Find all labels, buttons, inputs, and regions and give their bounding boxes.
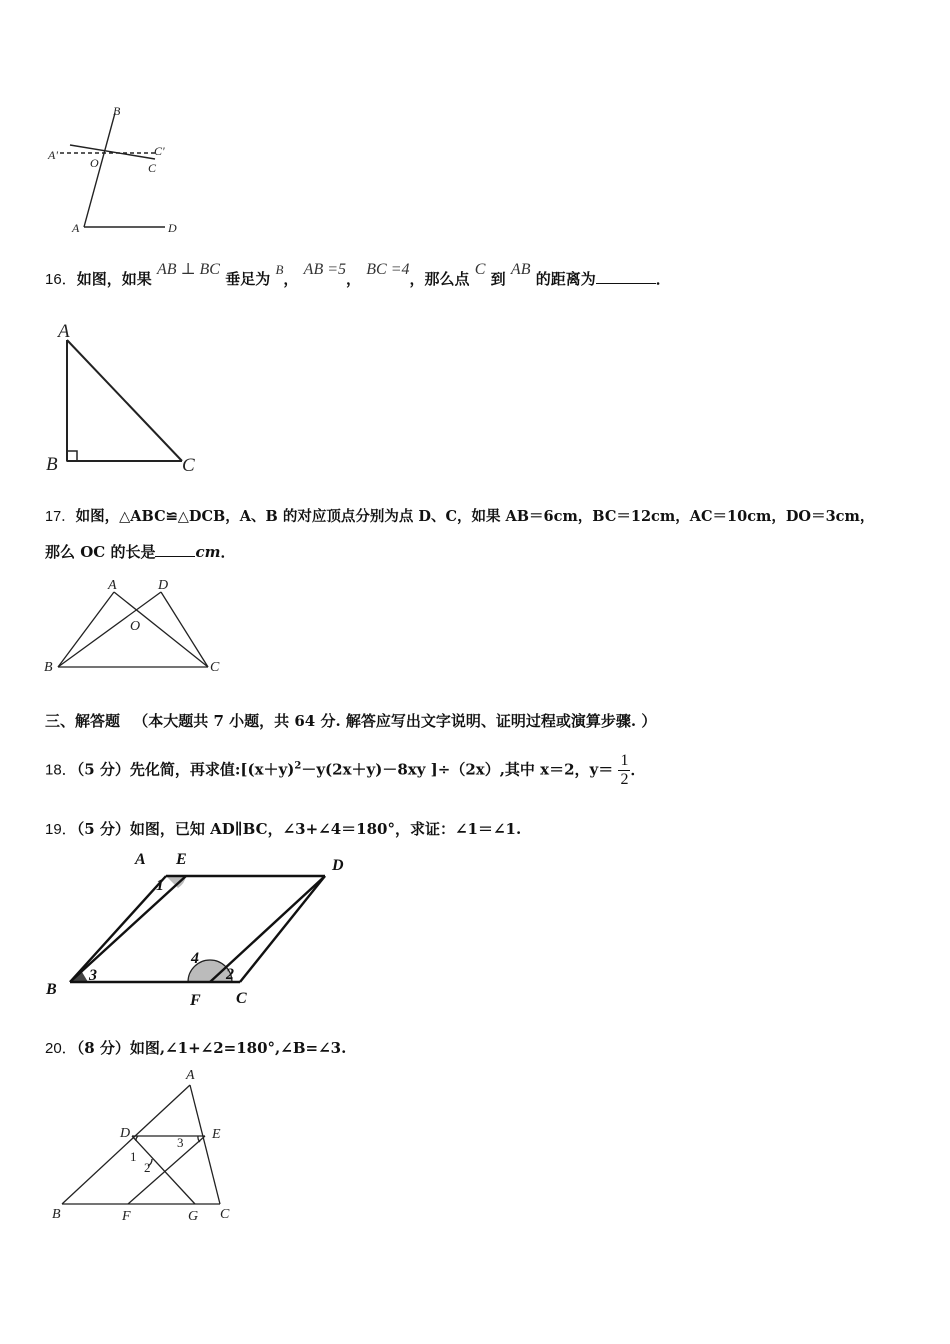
fig17-label-B: B [44, 660, 53, 675]
q17-unit: cm [195, 543, 221, 561]
fig20-DG [132, 1136, 195, 1204]
q16-point-c: C [474, 261, 486, 278]
q18-exponent: 2 [294, 760, 302, 772]
fig20-label-E: E [212, 1127, 221, 1142]
question-16 [45, 261, 671, 289]
q19-text: 如图，已知 AD∥BC，∠3+∠4＝180°，求证：∠1＝∠1. [129, 820, 522, 838]
fig19-label-1: 1 [156, 877, 164, 894]
figure-19 [40, 848, 370, 1013]
fig20-label-F: F [122, 1209, 131, 1224]
q18-points: （5 分） [76, 760, 130, 779]
q16-end: ． [655, 270, 671, 288]
fig17-label-A: A [108, 578, 117, 593]
fig19-label-3: 3 [89, 967, 97, 984]
q20-points: （8 分） [76, 1039, 130, 1057]
fig20-label-1: 1 [130, 1149, 137, 1164]
fig19-DC [240, 876, 325, 982]
fig20-label-D: D [120, 1126, 131, 1141]
fig17-AC [114, 592, 208, 667]
section-3-note: （本大题共 7 小题，共 64 分. 解答应写出文字说明、证明过程或演算步骤. ） [133, 712, 657, 730]
q16-expr-ab: AB =5 [303, 261, 347, 278]
fig17-AB [58, 592, 114, 667]
q16-comma-2: ， [346, 270, 362, 288]
fig16-label-B: B [46, 454, 58, 475]
q17-line-1: 如图，△ABC≌△DCB，A、B 的对应顶点分别为点 D、C，如果 AB＝6cm，BC＝12cm，AC＝10cm，DO＝3cm， [75, 508, 875, 525]
fig19-label-2: 2 [226, 966, 234, 983]
q16-text-3: ，那么点 [409, 270, 470, 288]
section-3-title: 三、解答题 [45, 712, 121, 730]
fig20-arc-1 [136, 1136, 138, 1141]
figure-17 [40, 572, 240, 677]
fig16-label-A: A [58, 321, 70, 342]
q18-text-2: －y(2x＋y)－8xy ]÷（2x）,其中 x＝2，y＝ [301, 760, 614, 779]
q16-expr-perp: AB ⊥ BC [156, 261, 220, 278]
fig19-label-A: A [135, 851, 146, 868]
q16-segment-ab: AB [510, 261, 531, 278]
q16-text-1: 如图，如果 [76, 270, 152, 288]
q19-number: 19． [45, 821, 77, 838]
fig16-label-C: C [182, 455, 195, 476]
fig17-label-C: C [210, 660, 220, 675]
q16-comma-1: ， [283, 270, 299, 288]
question-17 [45, 505, 874, 526]
q16-text-2: 垂足为 [225, 270, 271, 288]
q16-text-4: 到 [490, 270, 506, 288]
q18-frac-num: 1 [620, 752, 629, 769]
q17-line-2-prefix: 那么 OC 的长是 [45, 543, 156, 561]
fig15-label-Aprime: A' [48, 148, 58, 162]
fig15-line-AB [84, 113, 115, 227]
fig17-DC [161, 592, 208, 667]
figure-20 [40, 1063, 250, 1228]
fig19-label-E: E [176, 851, 187, 868]
q16-foot: B [275, 262, 284, 277]
fig15-label-Cprime: C' [154, 144, 165, 158]
fig20-EF [128, 1136, 205, 1204]
q18-fraction [618, 752, 630, 789]
q18-text-1: 先化简，再求值:[(x＋y) [129, 760, 295, 779]
fig19-label-C: C [236, 990, 247, 1007]
q16-expr-bc: BC =4 [366, 261, 410, 278]
fig19-EB [70, 876, 186, 982]
figure-15 [40, 95, 200, 240]
question-17-line-2 [45, 541, 235, 562]
fig20-label-A: A [186, 1068, 195, 1083]
fig15-label-A: A [72, 221, 80, 235]
fig17-label-D: D [158, 578, 169, 593]
q20-number: 20． [45, 1040, 77, 1057]
fig20-label-C: C [220, 1207, 230, 1222]
q16-number: 16． [45, 271, 77, 288]
q17-answer-blank[interactable] [155, 542, 195, 557]
fig20-label-3: 3 [177, 1135, 184, 1150]
q18-end: ． [630, 760, 646, 779]
question-18 [45, 752, 646, 789]
figure-16 [40, 318, 210, 478]
fig20-AB [62, 1085, 190, 1204]
q18-number: 18． [45, 761, 77, 779]
fig15-label-C: C [148, 161, 157, 175]
fig19-label-D: D [332, 857, 344, 874]
fig17-label-O: O [130, 619, 141, 634]
fig20-label-B: B [52, 1207, 61, 1222]
q19-points: （5 分） [76, 820, 130, 838]
section-3-header [45, 710, 656, 731]
fig20-label-2: 2 [144, 1160, 151, 1175]
fig15-line-OC [70, 145, 155, 159]
fig19-label-4: 4 [191, 950, 199, 967]
q16-answer-blank[interactable] [596, 269, 656, 284]
fig17-DB [58, 592, 161, 667]
q20-text: 如图,∠1+∠2=180°,∠B=∠3. [129, 1039, 347, 1057]
fig20-arc-3 [198, 1136, 200, 1142]
fig19-label-F: F [190, 992, 201, 1009]
q17-end: ． [220, 543, 236, 561]
fig15-label-O: O [90, 156, 99, 170]
q18-frac-den: 2 [620, 771, 629, 788]
fig15-label-B: B [113, 104, 121, 118]
fig19-AB [70, 876, 166, 982]
question-19 [45, 818, 521, 839]
fig16-side-AC [67, 340, 182, 461]
fig15-label-D: D [168, 221, 177, 235]
question-20 [45, 1037, 346, 1058]
q17-number: 17． [45, 509, 76, 525]
fig19-label-B: B [46, 981, 57, 998]
fig16-right-angle [67, 451, 77, 461]
q16-text-5: 的距离为 [535, 270, 596, 288]
fig20-label-G: G [188, 1209, 199, 1224]
